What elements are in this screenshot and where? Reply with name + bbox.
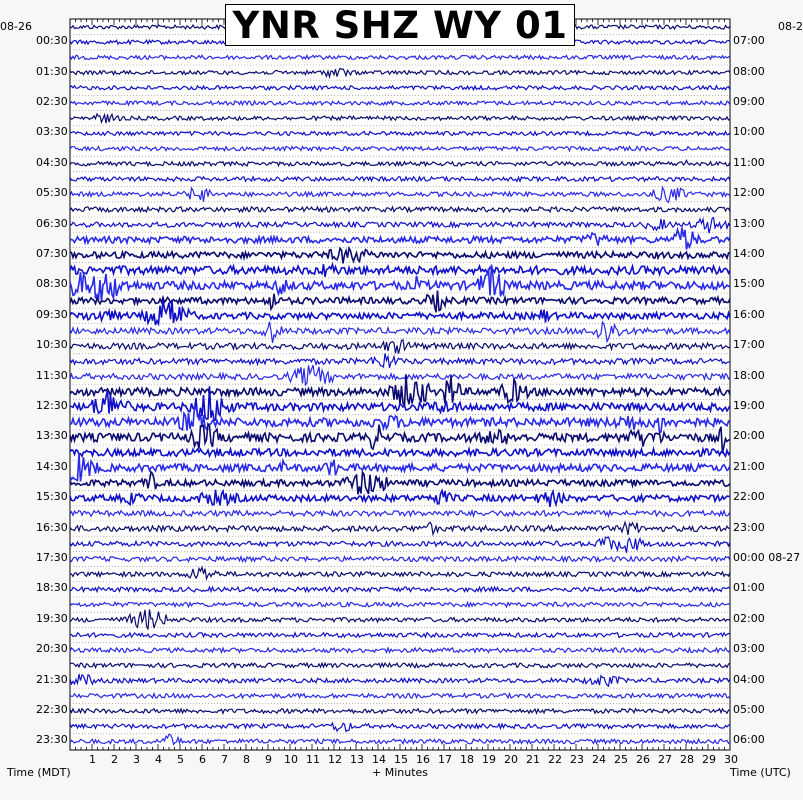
x-tick-label: 27 <box>658 753 672 766</box>
right-time-label: 06:00 <box>733 733 765 747</box>
right-time-label: 23:00 <box>733 520 765 534</box>
x-tick-label: 28 <box>680 753 694 766</box>
left-time-label: 06:30 <box>36 216 68 230</box>
x-tick-label: 7 <box>221 753 228 766</box>
right-time-label: 03:00 <box>733 642 765 656</box>
x-tick-label: 14 <box>372 753 386 766</box>
right-time-label: 10:00 <box>733 125 765 139</box>
right-time-label: 01:00 <box>733 581 765 595</box>
x-tick-label: 9 <box>265 753 272 766</box>
x-tick-label: 5 <box>177 753 184 766</box>
x-tick-label: 16 <box>416 753 430 766</box>
left-time-label: 05:30 <box>36 186 68 200</box>
right-time-label: 19:00 <box>733 399 765 412</box>
x-tick-label: 25 <box>614 753 628 766</box>
x-tick-label: 29 <box>702 753 716 766</box>
right-time-label: 04:00 <box>733 672 765 686</box>
left-time-label: 03:30 <box>36 125 68 139</box>
right-time-label: 05:00 <box>733 703 765 716</box>
right-time-label: 17:00 <box>733 338 765 352</box>
left-time-label: 00:30 <box>36 34 68 48</box>
right-time-label: 12:00 <box>733 186 765 200</box>
right-time-label: 22:00 <box>733 490 765 504</box>
x-axis-label: + Minutes <box>372 766 429 779</box>
x-tick-label: 21 <box>526 753 540 766</box>
x-tick-label: 18 <box>460 753 474 766</box>
y-axis-label-left: Time (MDT) <box>7 766 71 779</box>
x-tick-label: 10 <box>284 753 298 766</box>
x-tick-label: 11 <box>306 753 320 766</box>
left-time-label: 07:30 <box>36 247 68 260</box>
right-time-label: 21:00 <box>733 459 765 473</box>
right-time-label: 18:00 <box>733 368 765 382</box>
y-axis-label-right: Time (UTC) <box>730 766 791 779</box>
right-time-label: 16:00 <box>733 307 765 321</box>
x-tick-label: 15 <box>394 753 408 766</box>
right-time-label: 08:00 <box>733 64 765 78</box>
left-time-label: 11:30 <box>36 368 68 382</box>
title-box <box>225 4 575 46</box>
chart-title: YNR SHZ WY 01 <box>232 3 568 47</box>
right-time-label: 07:00 <box>733 34 765 48</box>
left-time-label: 21:30 <box>36 672 68 686</box>
x-tick-label: 30 <box>724 753 738 766</box>
left-time-label: 01:30 <box>36 64 68 78</box>
left-time-label: 20:30 <box>36 642 68 656</box>
x-tick-label: 12 <box>328 753 342 766</box>
left-time-label: 14:30 <box>36 459 68 473</box>
right-time-label: 11:00 <box>733 155 765 169</box>
x-tick-label: 22 <box>548 753 562 766</box>
right-time-label: 00:00 08-27 <box>733 551 801 564</box>
left-time-label: 22:30 <box>36 703 68 716</box>
right-time-label: 15:00 <box>733 277 765 291</box>
x-tick-label: 1 <box>89 753 96 766</box>
x-tick-label: 26 <box>636 753 650 766</box>
left-time-label: 04:30 <box>36 155 68 169</box>
date-label-right: 08-2 <box>778 20 803 33</box>
x-tick-label: 3 <box>133 753 140 766</box>
left-time-label: 19:30 <box>36 611 68 625</box>
x-tick-label: 2 <box>111 753 118 766</box>
date-label-left: 08-26 <box>0 20 32 33</box>
x-tick-label: 4 <box>155 753 162 766</box>
left-time-label: 02:30 <box>36 95 68 108</box>
right-time-label: 02:00 <box>733 611 765 625</box>
right-time-label: 20:00 <box>733 429 765 443</box>
left-time-label: 08:30 <box>36 277 68 291</box>
x-tick-label: 19 <box>482 753 496 766</box>
left-time-label: 13:30 <box>36 429 68 443</box>
x-tick-label: 8 <box>243 753 250 766</box>
x-tick-label: 23 <box>570 753 584 766</box>
x-tick-label: 13 <box>350 753 364 766</box>
left-time-label: 18:30 <box>36 581 68 595</box>
left-time-label: 15:30 <box>36 490 68 504</box>
x-tick-label: 20 <box>504 753 518 766</box>
x-tick-label: 24 <box>592 753 606 766</box>
left-time-label: 12:30 <box>36 399 68 412</box>
left-time-label: 23:30 <box>36 733 68 747</box>
x-tick-label: 17 <box>438 753 452 766</box>
left-time-label: 10:30 <box>36 338 68 352</box>
right-time-label: 14:00 <box>733 247 765 260</box>
left-time-label: 16:30 <box>36 520 68 534</box>
right-time-label: 09:00 <box>733 95 765 108</box>
left-time-label: 17:30 <box>36 551 68 564</box>
left-time-label: 09:30 <box>36 307 68 321</box>
right-time-label: 13:00 <box>733 216 765 230</box>
x-tick-label: 6 <box>199 753 206 766</box>
